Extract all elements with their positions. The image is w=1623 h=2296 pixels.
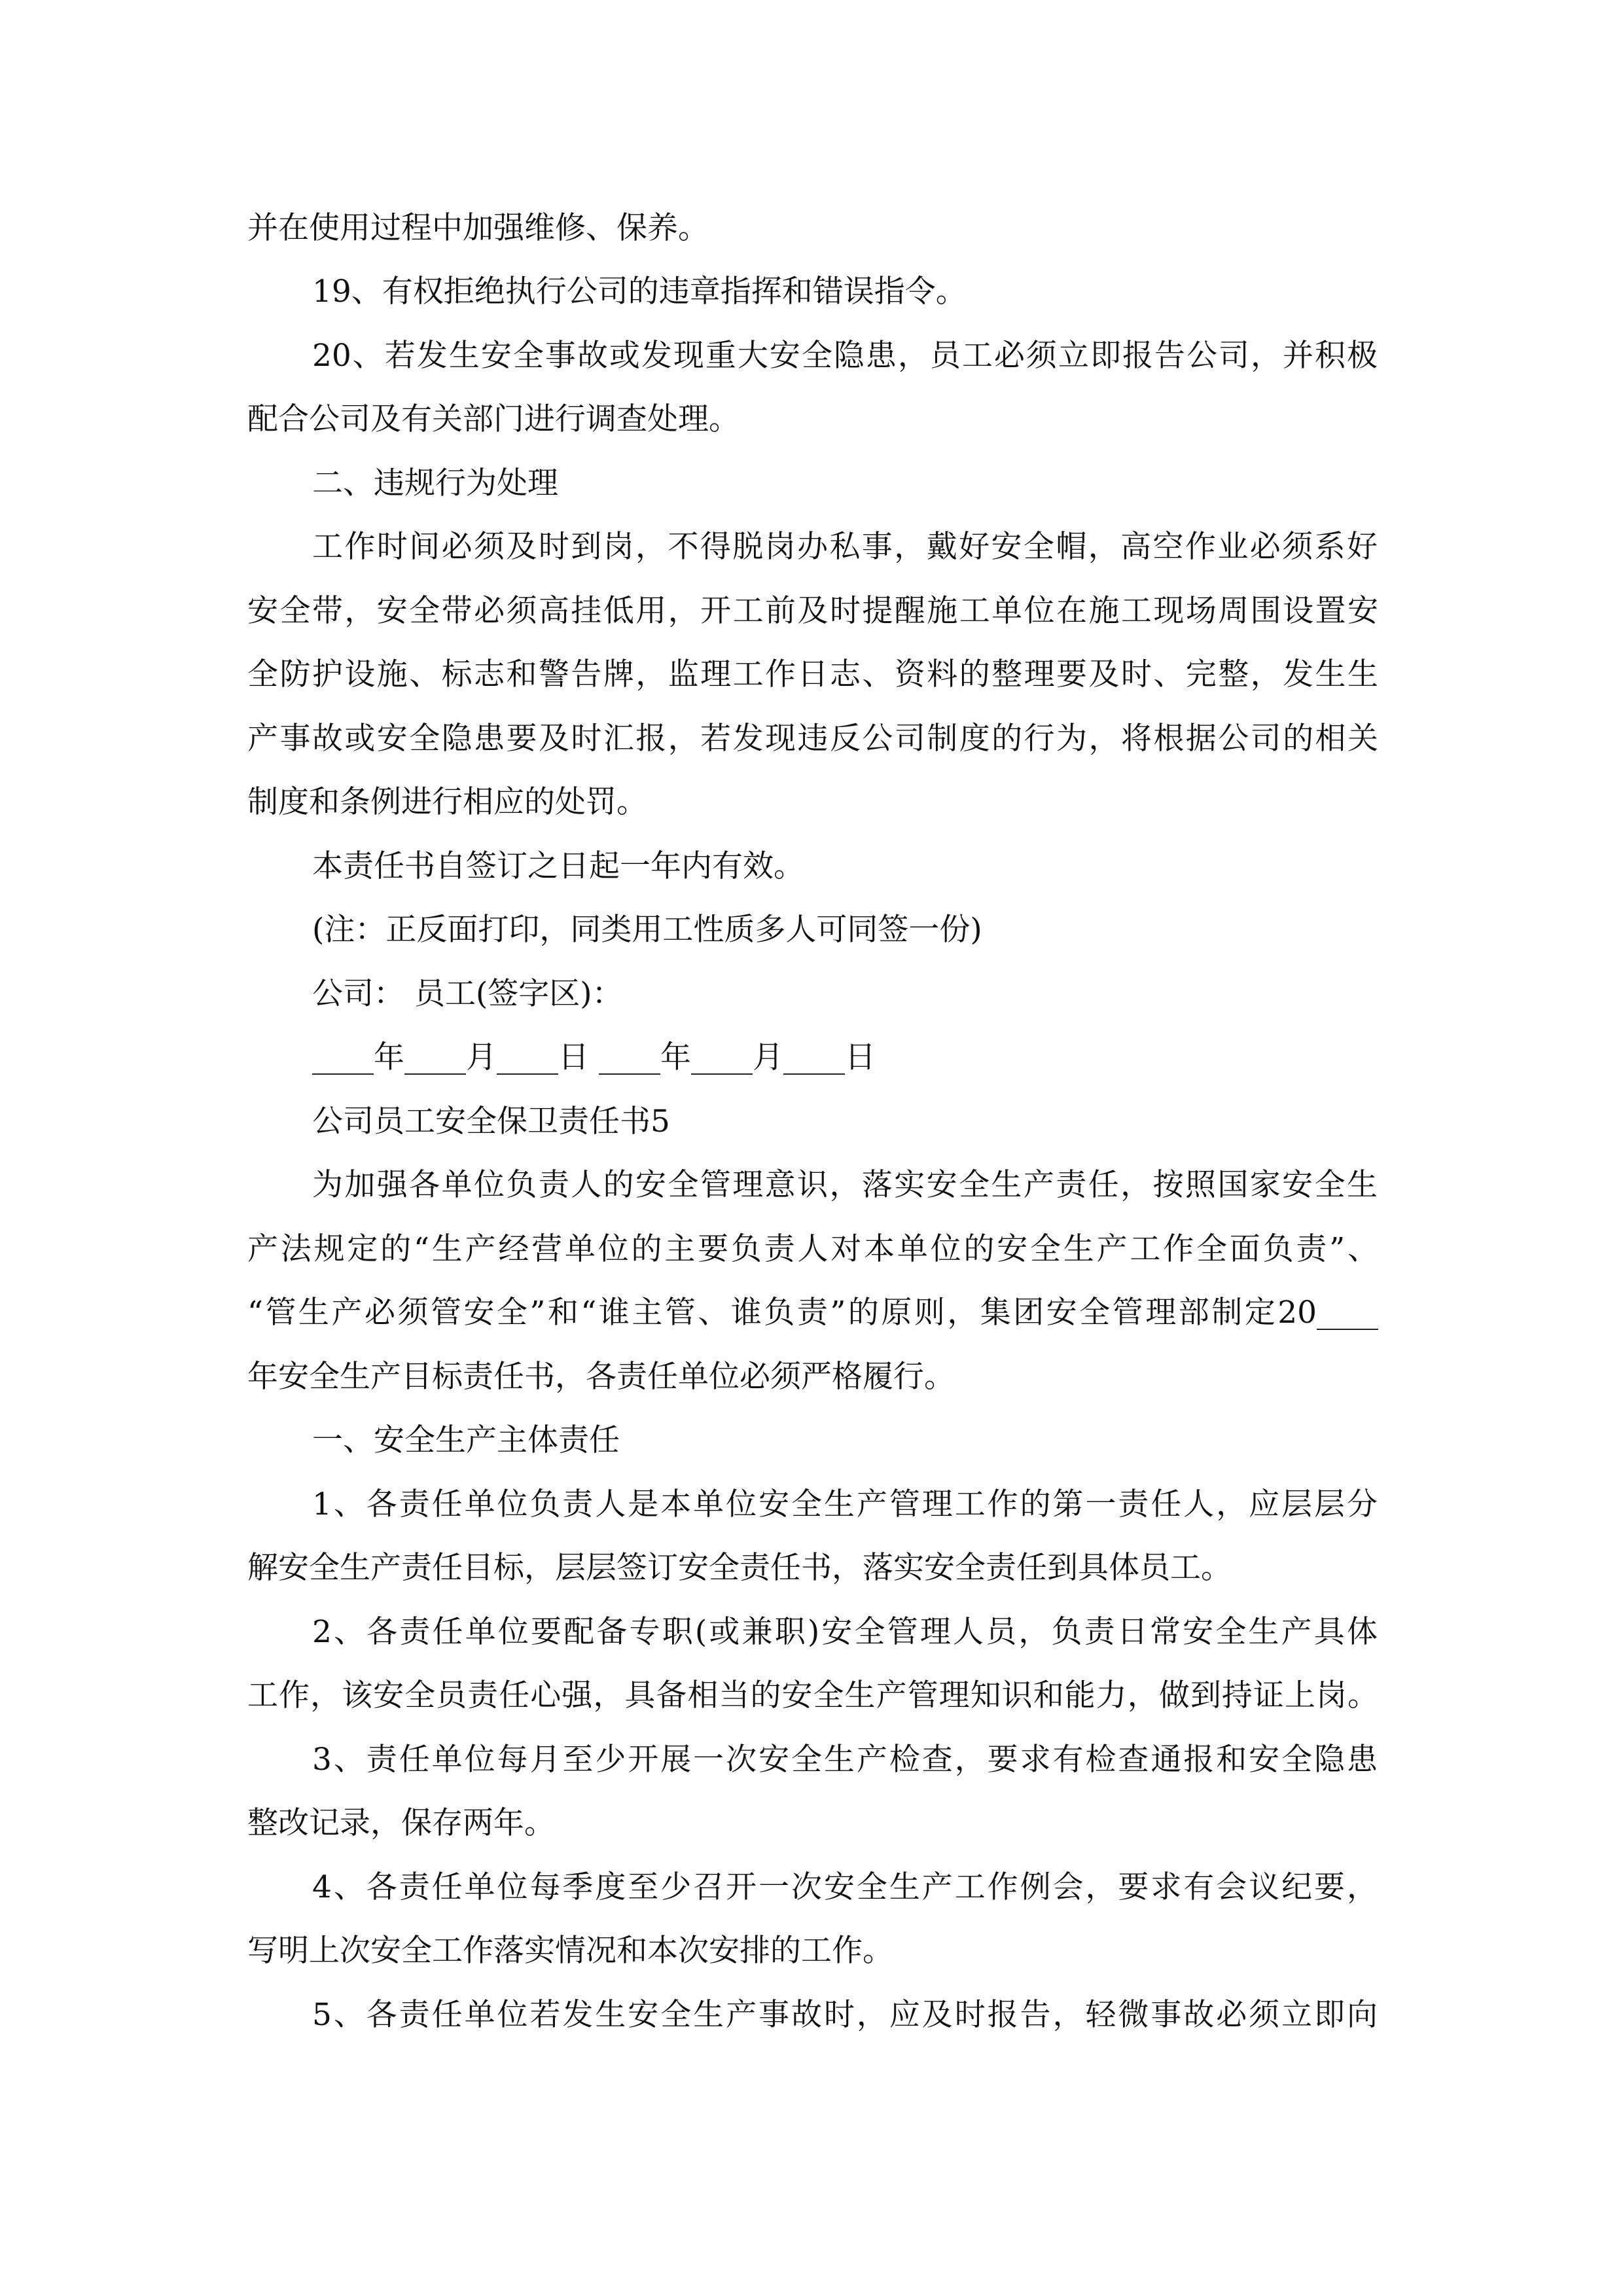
section-heading: 一、安全生产主体责任 (312, 1422, 620, 1458)
paragraph-line: 安全带，安全带必须高挂低用，开工前及时提醒施工单位在施工现场周围设置安 (247, 593, 1378, 629)
validity-note: 本责任书自签订之日起一年内有效。 (312, 848, 804, 884)
document-title: 公司员工安全保卫责任书5 (312, 1103, 670, 1139)
list-item-1: 1、各责任单位负责人是本单位安全生产管理工作的第一责任人，应层层分 (312, 1486, 1378, 1522)
paragraph-line: 产事故或安全隐患要及时汇报，若发现违反公司制度的行为，将根据公司的相关 (247, 721, 1378, 757)
print-note: (注：正反面打印，同类用工性质多人可同签一份) (312, 912, 982, 948)
date-fields: ____年____月____日 ____年____月____日 (312, 1039, 876, 1075)
list-item-2: 2、各责任单位要配备专职(或兼职)安全管理人员，负责日常安全生产具体 (312, 1614, 1378, 1650)
text-line: 写明上次安全工作落实情况和本次安排的工作。 (247, 1933, 893, 1969)
list-item-20: 20、若发生安全事故或发现重大安全隐患，员工必须立即报告公司，并积极 (312, 338, 1378, 374)
text-line: 解安全生产责任目标，层层签订安全责任书，落实安全责任到具体员工。 (247, 1550, 1232, 1586)
signature-labels: 公司： 员工(签字区)： (312, 976, 623, 1012)
paragraph-line: 制度和条例进行相应的处罚。 (247, 784, 647, 820)
text-line: 整改记录，保存两年。 (247, 1805, 555, 1841)
paragraph-line: “管生产必须管安全”和“谁主管、谁负责”的原则，集团安全管理部制定20____ (247, 1295, 1378, 1331)
list-item-3: 3、责任单位每月至少开展一次安全生产检查，要求有检查通报和安全隐患 (312, 1742, 1378, 1778)
paragraph-line: 为加强各单位负责人的安全管理意识，落实安全生产责任，按照国家安全生 (312, 1167, 1378, 1203)
paragraph-line: 年安全生产目标责任书，各责任单位必须严格履行。 (247, 1359, 955, 1395)
paragraph-line: 产法规定的“生产经营单位的主要负责人对本单位的安全生产工作全面负责”、 (247, 1231, 1378, 1267)
section-heading: 二、违规行为处理 (312, 465, 558, 501)
list-item-4: 4、各责任单位每季度至少召开一次安全生产工作例会，要求有会议纪要， (312, 1869, 1378, 1905)
paragraph-line: 全防护设施、标志和警告牌，监理工作日志、资料的整理要及时、完整，发生生 (247, 656, 1378, 692)
text-line: 配合公司及有关部门进行调查处理。 (247, 401, 740, 437)
paragraph-line: 工作时间必须及时到岗，不得脱岗办私事，戴好安全帽，高空作业必须系好 (312, 529, 1378, 565)
list-item-5: 5、各责任单位若发生安全生产事故时，应及时报告，轻微事故必须立即向 (312, 1997, 1378, 2033)
list-item-19: 19、有权拒绝执行公司的违章指挥和错误指令。 (312, 274, 967, 310)
text-line: 并在使用过程中加强维修、保养。 (247, 210, 709, 246)
text-line: 工作，该安全员责任心强，具备相当的安全生产管理知识和能力，做到持证上岗。 (247, 1677, 1378, 1713)
